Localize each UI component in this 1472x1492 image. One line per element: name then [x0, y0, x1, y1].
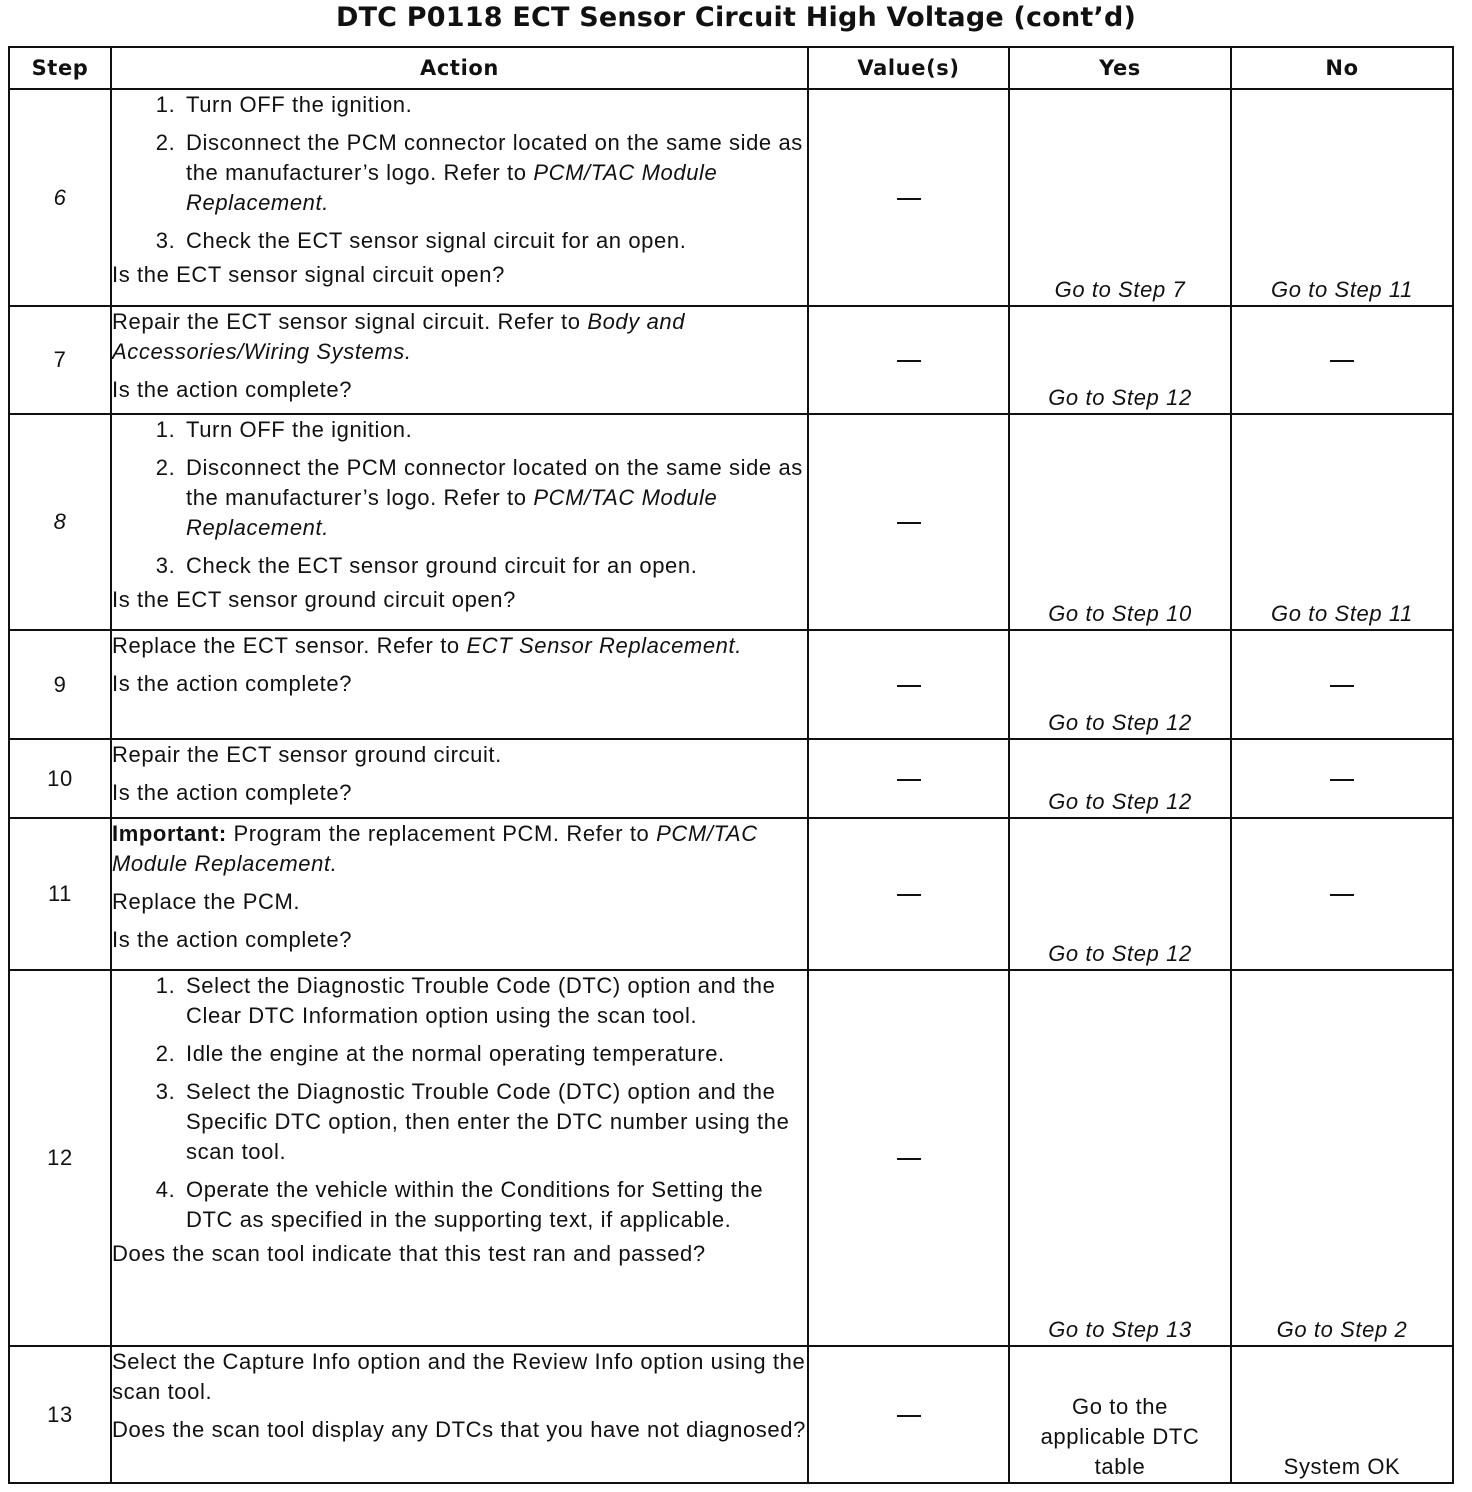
action-question: Does the scan tool display any DTCs that you have not diagnosed? — [112, 1417, 806, 1442]
table-row — [9, 970, 1453, 1346]
dash-icon — [897, 894, 921, 896]
value-cell — [808, 89, 1009, 306]
header-row — [9, 47, 1453, 89]
action-cell — [111, 818, 808, 970]
action-text: Select the Capture Info option and the Review Info option using the scan tool. — [112, 1349, 806, 1404]
action-text: Replace the ECT sensor. Refer to ECT Sensor Replacement. — [112, 633, 742, 658]
list-item: 3. Check the ECT sensor signal circuit for an open. — [182, 226, 807, 256]
diagnostic-table — [8, 46, 1454, 1484]
header-step: Step — [9, 47, 111, 89]
no-cell: Go to Step 11 — [1231, 414, 1453, 630]
important-note: Important: Program the replacement PCM. Refer to PCM/TAC Module Replacement. — [112, 821, 758, 876]
header-values: Value(s) — [808, 47, 1009, 89]
step-number: 9 — [9, 630, 111, 739]
header-yes: Yes — [1009, 47, 1231, 89]
reference-link: ECT Sensor Replacement. — [466, 633, 742, 658]
value-cell — [808, 970, 1009, 1346]
action-text: Replace the PCM. — [112, 889, 301, 914]
dash-icon — [897, 1158, 921, 1160]
no-cell — [1231, 818, 1453, 970]
dash-icon — [897, 522, 921, 524]
action-question: Is the ECT sensor ground circuit open? — [112, 587, 516, 612]
list-item: 1. Turn OFF the ignition. — [182, 415, 807, 445]
no-cell: Go to Step 2 — [1231, 970, 1453, 1346]
action-cell — [111, 1346, 808, 1483]
list-item: 1. Turn OFF the ignition. — [182, 90, 807, 120]
list-item: 2. Idle the engine at the normal operating temperature. — [182, 1039, 807, 1069]
step-number: 11 — [9, 818, 111, 970]
step-number: 10 — [9, 739, 111, 818]
action-text: Repair the ECT sensor signal circuit. Refer to Body and Accessories/Wiring Systems. — [112, 309, 686, 364]
yes-cell: Go to Step 13 — [1009, 970, 1231, 1346]
value-cell — [808, 739, 1009, 818]
action-cell — [111, 630, 808, 739]
value-cell — [808, 1346, 1009, 1483]
action-cell — [111, 414, 808, 630]
action-question: Is the action complete? — [112, 377, 353, 402]
header-no: No — [1231, 47, 1453, 89]
action-cell — [111, 739, 808, 818]
dash-icon — [897, 198, 921, 200]
no-cell: System OK — [1231, 1346, 1453, 1483]
action-question: Does the scan tool indicate that this test ran and passed? — [112, 1241, 706, 1266]
yes-cell: Go to Step 12 — [1009, 306, 1231, 414]
reference-link: Body and Accessories/Wiring Systems. — [112, 309, 686, 364]
step-number: 12 — [9, 970, 111, 1346]
yes-cell: Go to Step 10 — [1009, 414, 1231, 630]
no-cell — [1231, 739, 1453, 818]
reference-link: PCM/TAC Module Replacement. — [186, 485, 718, 540]
reference-link: PCM/TAC Module Replacement. — [112, 821, 758, 876]
step-number: 7 — [9, 306, 111, 414]
header-action: Action — [111, 47, 808, 89]
no-cell — [1231, 630, 1453, 739]
action-text: Repair the ECT sensor ground circuit. — [112, 742, 502, 767]
yes-cell: Go to the applicable DTC table — [1009, 1346, 1231, 1483]
value-cell — [808, 630, 1009, 739]
action-question: Is the action complete? — [112, 927, 353, 952]
table-row — [9, 818, 1453, 970]
yes-cell: Go to Step 12 — [1009, 630, 1231, 739]
table-row — [9, 630, 1453, 739]
dash-icon — [897, 685, 921, 687]
action-cell — [111, 970, 808, 1346]
action-cell — [111, 89, 808, 306]
no-cell: Go to Step 11 — [1231, 89, 1453, 306]
value-cell — [808, 306, 1009, 414]
action-list — [112, 90, 807, 256]
step-number: 13 — [9, 1346, 111, 1483]
dash-icon — [897, 1415, 921, 1417]
step-number: 6 — [9, 89, 111, 306]
table-row — [9, 1346, 1453, 1483]
action-question: Is the action complete? — [112, 780, 353, 805]
action-list — [112, 971, 807, 1235]
list-item: 4. Operate the vehicle within the Conditions for Setting the DTC as specified in the supporting text, if applicable. — [182, 1175, 807, 1235]
dash-icon — [1330, 360, 1354, 362]
table-row — [9, 89, 1453, 306]
dash-icon — [1330, 685, 1354, 687]
list-item: 1. Select the Diagnostic Trouble Code (DTC) option and the Clear DTC Information option using the scan tool. — [182, 971, 807, 1031]
dash-icon — [897, 779, 921, 781]
list-item: 3. Check the ECT sensor ground circuit for an open. — [182, 551, 807, 581]
value-cell — [808, 414, 1009, 630]
page-title: DTC P0118 ECT Sensor Circuit High Voltage (cont’d) — [335, 2, 1137, 33]
no-cell — [1231, 306, 1453, 414]
reference-link: PCM/TAC Module Replacement. — [186, 160, 718, 215]
action-question: Is the action complete? — [112, 671, 353, 696]
table-row — [9, 414, 1453, 630]
step-number: 8 — [9, 414, 111, 630]
table-row — [9, 306, 1453, 414]
action-question: Is the ECT sensor signal circuit open? — [112, 262, 505, 287]
action-list — [112, 415, 807, 581]
important-label: Important: — [112, 821, 227, 846]
dash-icon — [897, 360, 921, 362]
value-cell — [808, 818, 1009, 970]
list-item: 2. Disconnect the PCM connector located on the same side as the manufacturer’s logo. Refer to PCM/TAC Module Replacement. — [182, 453, 807, 543]
yes-cell: Go to Step 12 — [1009, 739, 1231, 818]
table-row — [9, 739, 1453, 818]
yes-cell: Go to Step 12 — [1009, 818, 1231, 970]
dash-icon — [1330, 894, 1354, 896]
list-item: 3. Select the Diagnostic Trouble Code (DTC) option and the Specific DTC option, then enter the DTC number using the scan tool. — [182, 1077, 807, 1167]
list-item: 2. Disconnect the PCM connector located on the same side as the manufacturer’s logo. Refer to PCM/TAC Module Replacement. — [182, 128, 807, 218]
dash-icon — [1330, 779, 1354, 781]
yes-cell: Go to Step 7 — [1009, 89, 1231, 306]
action-cell — [111, 306, 808, 414]
